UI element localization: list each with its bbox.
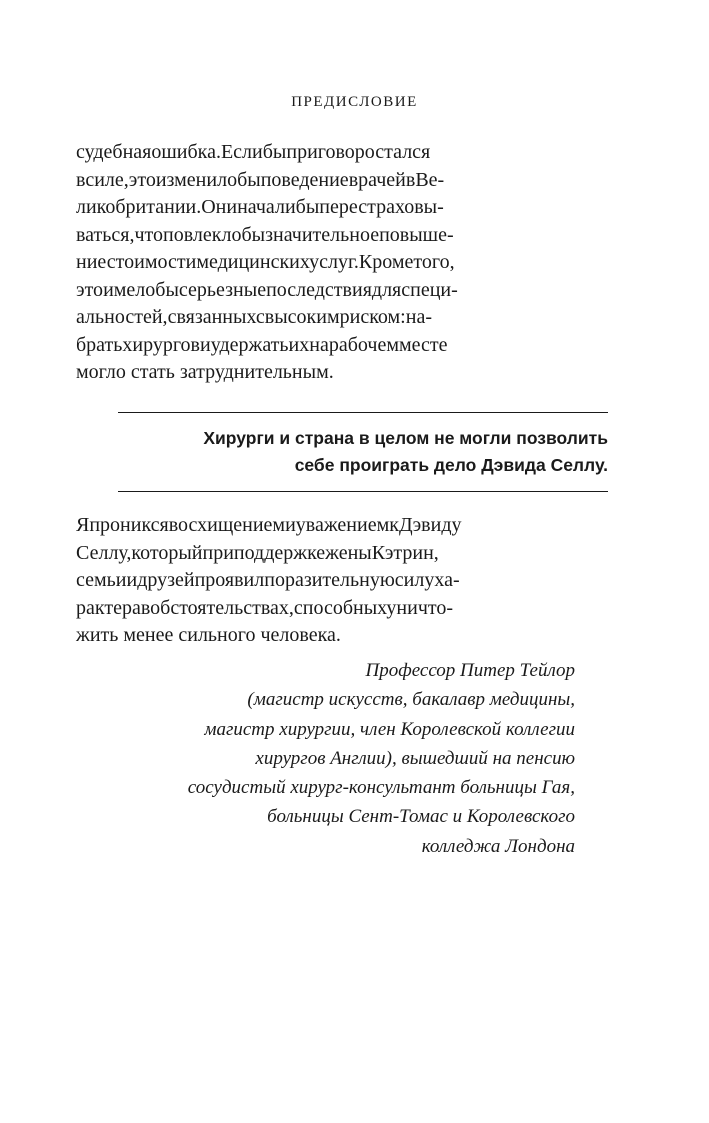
word: Если bbox=[220, 141, 263, 163]
word: повлекло bbox=[163, 223, 242, 246]
word: брать bbox=[76, 333, 123, 356]
pull-quote bbox=[118, 412, 608, 492]
word: бы bbox=[237, 168, 261, 191]
text-line bbox=[76, 332, 575, 360]
text-line bbox=[76, 277, 575, 305]
text-line: могло стать затруднительным. bbox=[76, 361, 334, 383]
word: ликобритании. bbox=[76, 196, 202, 218]
text-line bbox=[76, 567, 575, 595]
signature-line: хирургов Англии), вышедший на пенсию bbox=[255, 747, 575, 769]
word: это bbox=[76, 278, 104, 301]
signature-block bbox=[188, 656, 575, 861]
word: бы bbox=[241, 223, 266, 246]
running-head: ПРЕДИСЛОВИЕ bbox=[291, 94, 418, 110]
word: на bbox=[309, 333, 329, 356]
word: приговор bbox=[286, 141, 365, 163]
word: на- bbox=[405, 306, 432, 328]
word: врачей bbox=[348, 168, 406, 191]
word: в bbox=[405, 168, 416, 191]
word: ошибка. bbox=[151, 141, 221, 163]
signature-line: колледжа Лондона bbox=[421, 835, 575, 857]
word: повыше- bbox=[379, 223, 454, 246]
word: поразительную bbox=[264, 569, 395, 591]
word: Ве- bbox=[415, 168, 445, 191]
word: Кроме bbox=[358, 251, 414, 273]
signature-line: Профессор Питер Тейлор bbox=[365, 660, 575, 681]
word: Они bbox=[201, 196, 238, 218]
word: стоимости bbox=[106, 251, 197, 273]
word: и bbox=[126, 569, 138, 591]
word: Я bbox=[76, 514, 90, 536]
word: специ- bbox=[401, 278, 458, 301]
text-line bbox=[76, 194, 575, 222]
pull-quote-text bbox=[118, 413, 608, 491]
text-line bbox=[76, 540, 575, 568]
word: услуг. bbox=[309, 251, 359, 273]
word: это bbox=[128, 168, 156, 191]
pull-quote-bottom-rule bbox=[118, 491, 608, 492]
text-line bbox=[76, 222, 575, 250]
word: ваться, bbox=[76, 223, 135, 246]
word: Кэтрин, bbox=[371, 541, 439, 564]
word: восхищением bbox=[168, 514, 286, 536]
word: и bbox=[285, 514, 296, 536]
word: рабочем bbox=[328, 333, 399, 356]
word: бы bbox=[155, 278, 179, 301]
pull-quote-line: Хирурги и страна в целом не могли позволить bbox=[203, 428, 608, 448]
word: при bbox=[202, 541, 234, 564]
signature-line: магистр хирургии, член Королевской коллегии bbox=[204, 718, 575, 740]
word: серьезные bbox=[178, 278, 267, 301]
word: к bbox=[389, 514, 399, 536]
word: изменило bbox=[155, 168, 238, 191]
word: бы bbox=[295, 196, 320, 218]
pull-quote-line: себе проиграть дело Дэвида Селлу. bbox=[294, 455, 608, 475]
text-line: жить менее сильного человека. bbox=[76, 624, 341, 646]
word: поведение bbox=[260, 168, 349, 191]
word: проявил bbox=[194, 569, 265, 591]
word: Селлу, bbox=[76, 541, 132, 564]
word: обстоятельствах, bbox=[150, 596, 294, 619]
word: судебная bbox=[76, 141, 152, 163]
word: с bbox=[255, 306, 265, 328]
text-line bbox=[76, 167, 575, 195]
word: того, bbox=[413, 251, 455, 273]
word: рактера bbox=[76, 596, 141, 619]
word: семьи bbox=[76, 569, 127, 591]
word: способных bbox=[293, 596, 387, 619]
word: для bbox=[371, 278, 402, 301]
word: альностей, bbox=[76, 306, 168, 328]
word: уничто- bbox=[386, 596, 454, 619]
word: хирургов bbox=[122, 333, 200, 356]
word: поддержке bbox=[233, 541, 326, 564]
text-line bbox=[76, 512, 575, 540]
word: силе, bbox=[85, 168, 129, 191]
word: проникся bbox=[89, 514, 169, 536]
text-line bbox=[76, 595, 575, 623]
word: последствия bbox=[266, 278, 372, 301]
word: бы bbox=[262, 141, 287, 163]
word: ха- bbox=[434, 569, 460, 591]
body-paragraph-1 bbox=[76, 139, 575, 387]
word: удержать bbox=[210, 333, 289, 356]
word: и bbox=[200, 333, 211, 356]
word: остался bbox=[364, 141, 431, 163]
word: в bbox=[140, 596, 151, 619]
word: перестраховы- bbox=[319, 196, 444, 218]
text-line bbox=[76, 139, 575, 167]
word: месте bbox=[398, 333, 448, 356]
word: что bbox=[134, 223, 164, 246]
word: друзей bbox=[137, 569, 195, 591]
signature-line: сосудистый хирург-консультант больницы Гая, bbox=[187, 777, 575, 799]
text-line bbox=[76, 304, 575, 332]
word: который bbox=[131, 541, 203, 564]
word: их bbox=[288, 333, 310, 356]
word: жены bbox=[325, 541, 372, 564]
word: уважением bbox=[295, 514, 390, 536]
word: высоким bbox=[264, 306, 340, 328]
word: связанных bbox=[167, 306, 256, 328]
word: риском: bbox=[339, 306, 406, 328]
word: медицинских bbox=[196, 251, 310, 273]
word: имело bbox=[103, 278, 156, 301]
word: Дэвиду bbox=[398, 514, 462, 536]
word: в bbox=[76, 168, 86, 191]
body-paragraph-2 bbox=[76, 512, 575, 650]
word: ние bbox=[76, 251, 107, 273]
word: начали bbox=[237, 196, 296, 218]
word: значительное bbox=[265, 223, 380, 246]
text-line bbox=[76, 249, 575, 277]
signature-line: больницы Сент-Томас и Королевского bbox=[267, 806, 575, 828]
signature-line: (магистр искусств, бакалавр медицины, bbox=[247, 689, 575, 711]
word: силу bbox=[394, 569, 435, 591]
